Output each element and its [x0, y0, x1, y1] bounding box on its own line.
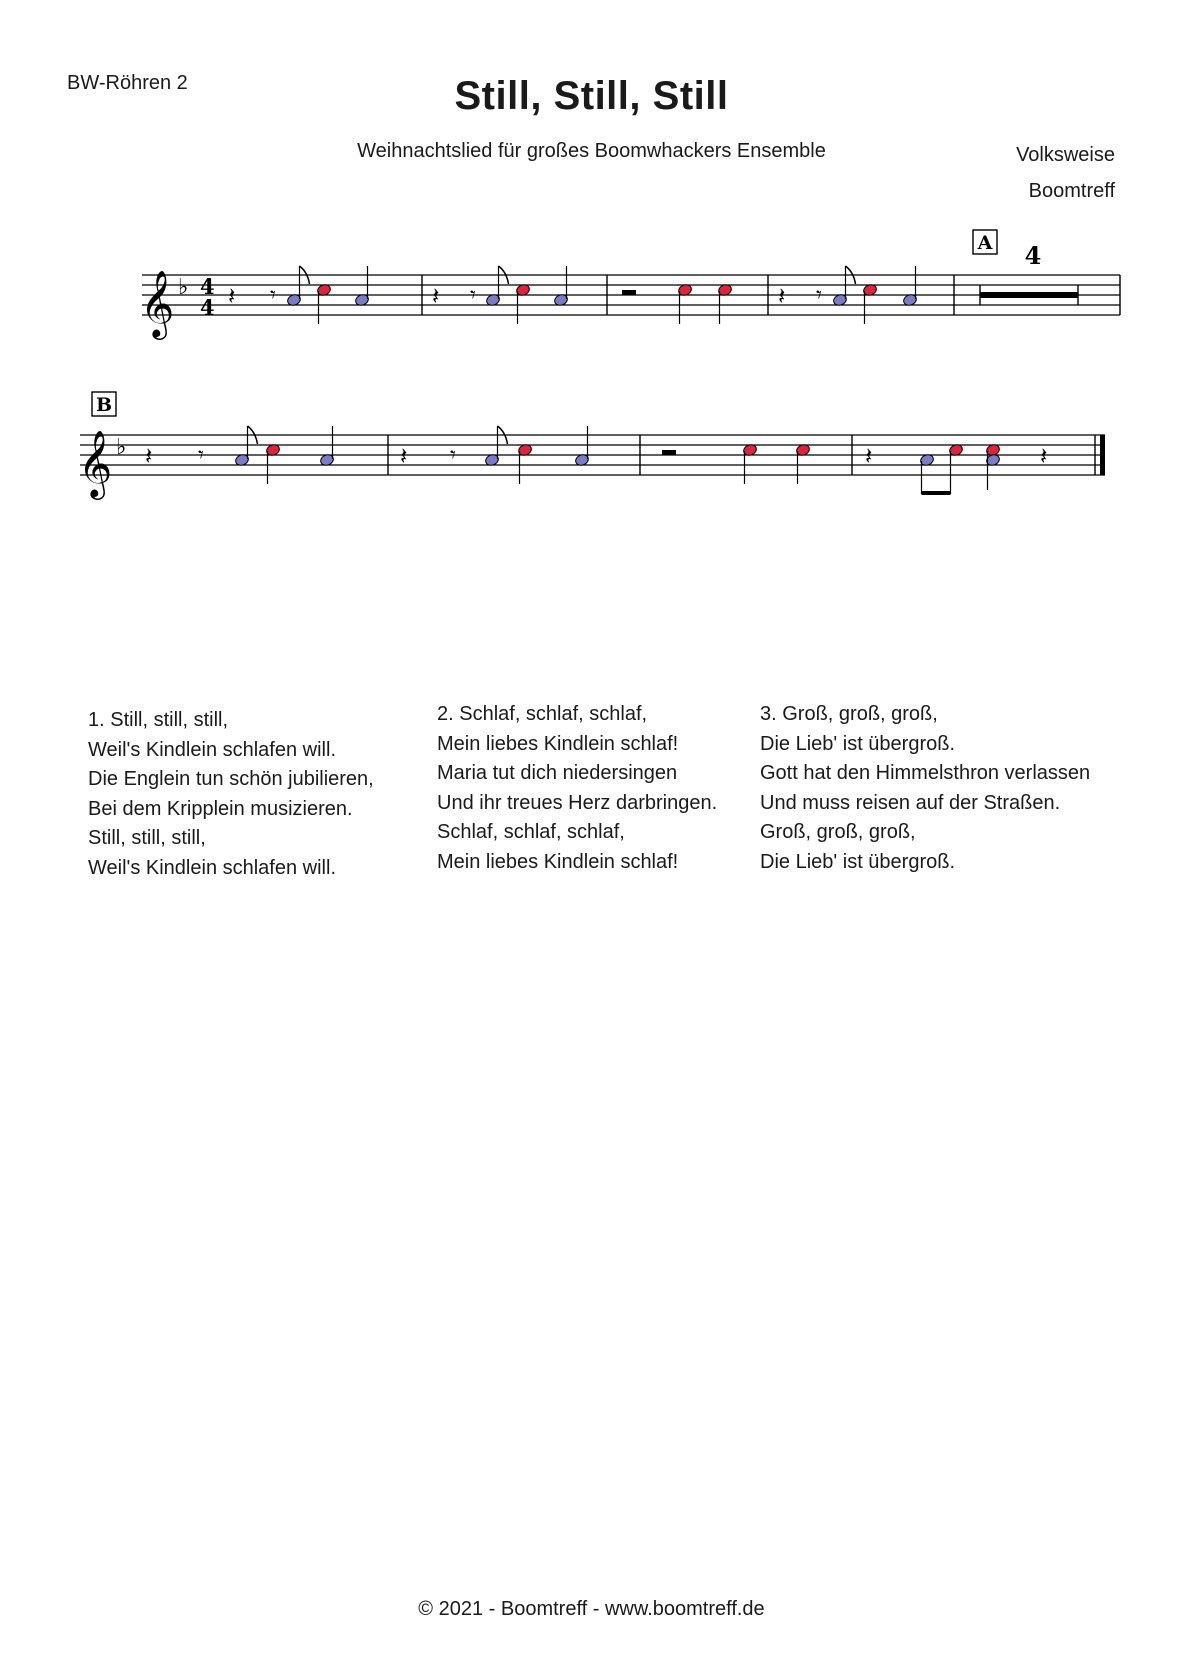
half-rest-icon [662, 450, 676, 455]
lyric-line: Weil's Kindlein schlafen will. [88, 738, 336, 761]
multirest-count: 4 [1024, 241, 1042, 270]
lyric-line: Mein liebes Kindlein schlaf! [437, 732, 679, 755]
quarter-rest-icon: 𝄽 [778, 282, 786, 310]
eighth-beam [922, 491, 951, 495]
rehearsal-mark-a: A [977, 232, 993, 254]
treble-clef-icon: 𝄞 [140, 269, 175, 337]
lyric-line: Und muss reisen auf der Straßen. [760, 791, 1061, 814]
lyric-line: Mein liebes Kindlein schlaf! [437, 850, 679, 873]
lyric-line: Bei dem Kripplein musizieren. [88, 797, 353, 820]
lyrics-verse-2 [437, 700, 717, 877]
lyric-line: Groß, groß, groß, [760, 821, 916, 843]
flat-sign-icon: ♭ [116, 435, 127, 460]
eighth-rest-icon: 𝄾 [450, 443, 456, 468]
composer: Volksweise [1016, 144, 1115, 166]
lyric-line: Schlaf, schlaf, schlaf, [437, 821, 625, 843]
lyrics-verse-3 [760, 700, 1090, 877]
quarter-rest-icon: 𝄽 [865, 442, 873, 470]
staff-lines [80, 435, 1105, 475]
eighth-rest-icon: 𝄾 [270, 283, 276, 308]
measure-8 [662, 443, 811, 484]
quarter-rest-icon: 𝄽 [400, 442, 408, 470]
quarter-rest-icon: 𝄽 [228, 282, 236, 310]
multirest-bar [980, 292, 1078, 298]
lyric-line: Gott hat den Himmelsthron verlassen [760, 762, 1091, 784]
lyric-line: Und ihr treues Herz darbringen. [437, 791, 718, 814]
time-signature [200, 274, 215, 320]
treble-clef-icon: 𝄞 [78, 429, 113, 497]
quarter-rest-icon: 𝄽 [145, 442, 153, 470]
staff-system-2 [70, 390, 1120, 520]
staff-system-1 [130, 220, 1130, 360]
measure-9 [865, 442, 1047, 495]
lyric-line: Die Lieb' ist übergroß. [760, 732, 956, 755]
lyric-line: Die Englein tun schön jubilieren, [88, 768, 374, 790]
arranger: Boomtreff [1028, 180, 1115, 202]
lyric-line: Weil's Kindlein schlafen will. [88, 856, 336, 879]
svg-text:4: 4 [200, 295, 215, 320]
quarter-rest-icon: 𝄽 [432, 282, 440, 310]
lyric-line: Die Lieb' ist übergroß. [760, 850, 956, 873]
rehearsal-mark-b: B [95, 394, 113, 416]
eighth-rest-icon: 𝄾 [470, 283, 476, 308]
measure-3 [622, 283, 733, 324]
flat-sign-icon: ♭ [178, 275, 189, 300]
lyric-line: Still, still, still, [88, 827, 206, 849]
lyrics-verse-1 [88, 706, 374, 883]
half-rest-icon [622, 290, 636, 295]
lyric-line: Maria tut dich niedersingen [437, 762, 678, 784]
lyric-line: 1. Still, still, still, [88, 709, 229, 731]
part-label: BW-Röhren 2 [67, 72, 188, 94]
footer-copyright: © 2021 - Boomtreff - www.boomtreff.de [418, 1598, 765, 1620]
quarter-rest-icon: 𝄽 [1040, 442, 1048, 470]
song-title: Still, Still, Still [454, 74, 729, 118]
subtitle: Weihnachtslied für großes Boomwhackers Ensemble [357, 140, 826, 162]
svg-text:4: 4 [200, 274, 215, 299]
measure-5-multirest [973, 230, 1078, 305]
lyric-line: 2. Schlaf, schlaf, schlaf, [437, 703, 648, 725]
eighth-rest-icon: 𝄾 [816, 283, 822, 308]
lyric-line: 3. Groß, groß, groß, [760, 703, 938, 725]
eighth-rest-icon: 𝄾 [198, 443, 204, 468]
